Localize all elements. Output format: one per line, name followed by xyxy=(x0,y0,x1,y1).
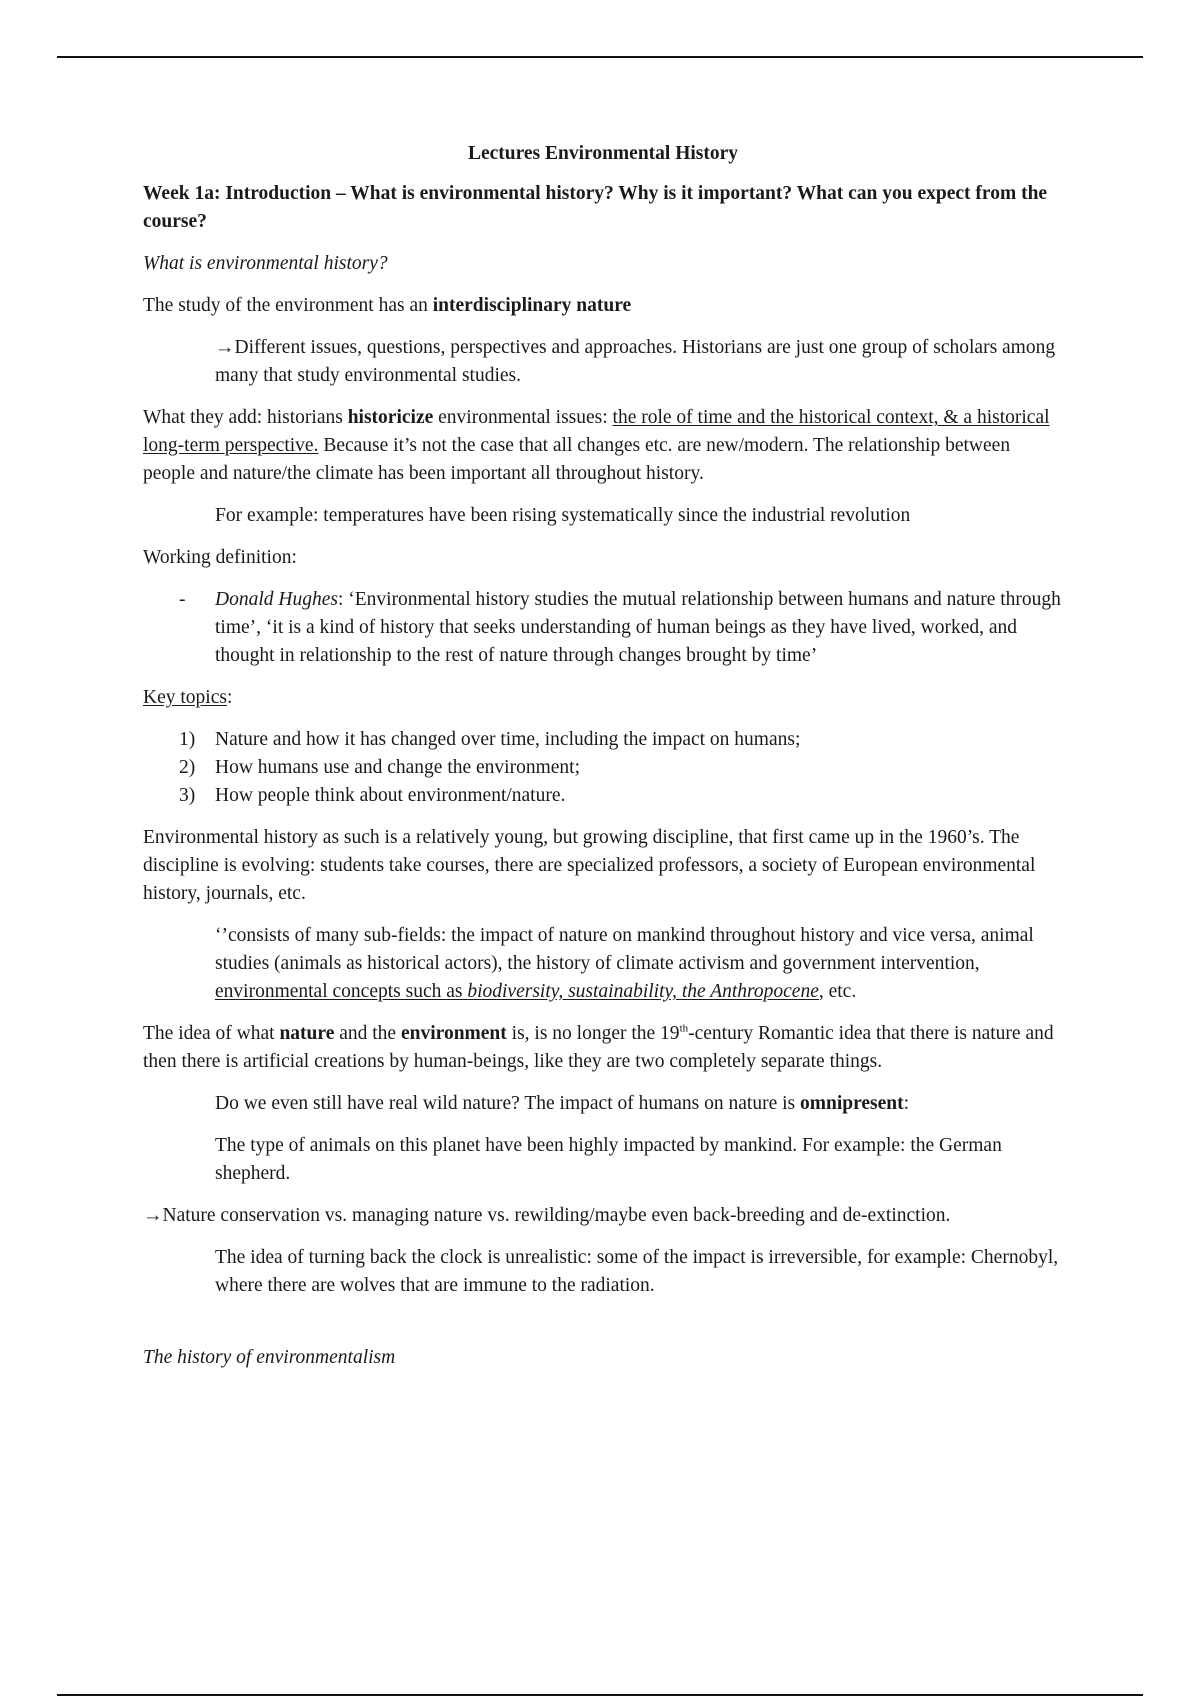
paragraph-working-definition: Working definition: xyxy=(143,547,297,568)
key-topics-list xyxy=(143,726,1063,810)
list-item: 3) How people think about environment/nature. xyxy=(179,785,566,806)
key-topics-label: Key topics: xyxy=(143,687,233,708)
quote-author: Donald Hughes xyxy=(215,589,338,610)
paragraph-example-temperatures: For example: temperatures have been rising systematically since the industrial revolution xyxy=(215,505,911,526)
section-title-history-environmentalism: The history of environmentalism xyxy=(143,1347,396,1368)
paragraph-different-issues: →Different issues, questions, perspectives and approaches. Historians are just one group of scholars among many that study environmental studies. xyxy=(215,337,1056,386)
top-rule xyxy=(57,56,1143,58)
paragraph-animals: The type of animals on this planet have been highly impacted by mankind. For example: the German shepherd. xyxy=(215,1135,1002,1184)
paragraph-idea-of-nature: The idea of what nature and the environment is, is no longer the 19th-century Romantic idea that there is nature and then there is artificial creations by human-beings, like they are two completely separate things. xyxy=(143,1022,1054,1072)
week-heading: Week 1a: Introduction – What is environmental history? Why is it important? What can you expect from the course? xyxy=(143,183,1048,232)
paragraph-study: The study of the environment has an interdisciplinary nature xyxy=(143,295,632,316)
list-item: 1) Nature and how it has changed over time, including the impact on humans; xyxy=(179,729,801,750)
paragraph-turning-back-clock: The idea of turning back the clock is unrealistic: some of the impact is irreversible, for example: Chernobyl, where there are wolves that are immune to the radiation. xyxy=(215,1247,1059,1296)
paragraph-nature-conservation: →Nature conservation vs. managing nature vs. rewilding/maybe even back-breeding and de-extinction. xyxy=(143,1205,951,1226)
paragraph-sub-fields: ‘’consists of many sub-fields: the impact of nature on mankind throughout history and vice versa, animal studies (animals as historical actors), the history of climate activism and government intervention, environmental concepts such as biodiversity, sustainability, the Anthropocene, etc. xyxy=(215,925,1034,1002)
paragraph-young-discipline: Environmental history as such is a relatively young, but growing discipline, that first came up in the 1960’s. The discipline is evolving: students take courses, there are specialized professors, a society of European environmental history, journals, etc. xyxy=(143,827,1036,904)
bottom-rule xyxy=(57,1694,1143,1696)
list-item: 2) How humans use and change the environment; xyxy=(179,757,580,778)
paragraph-wild-nature: Do we even still have real wild nature? The impact of humans on nature is omnipresent: xyxy=(215,1093,910,1114)
dash-bullet: - xyxy=(179,589,186,610)
quote-text: : ‘Environmental history studies the mutual relationship between humans and nature through time’, ‘it is a kind of history that seeks understanding of human beings as they have lived, worked, and thought in relationship to the rest of nature through changes brought by time’ xyxy=(215,589,1061,666)
quote-donald-hughes xyxy=(143,586,1063,670)
section-title-what-is: What is environmental history? xyxy=(143,253,388,274)
document-title: Lectures Environmental History xyxy=(467,143,739,164)
paragraph-what-they-add: What they add: historians historicize environmental issues: the role of time and the historical context, & a historical long-term perspective. Because it’s not the case that all changes etc. are new/modern. The relationship between people and nature/the climate has been important all throughout history. xyxy=(143,407,1050,484)
document-body xyxy=(143,140,1063,1372)
